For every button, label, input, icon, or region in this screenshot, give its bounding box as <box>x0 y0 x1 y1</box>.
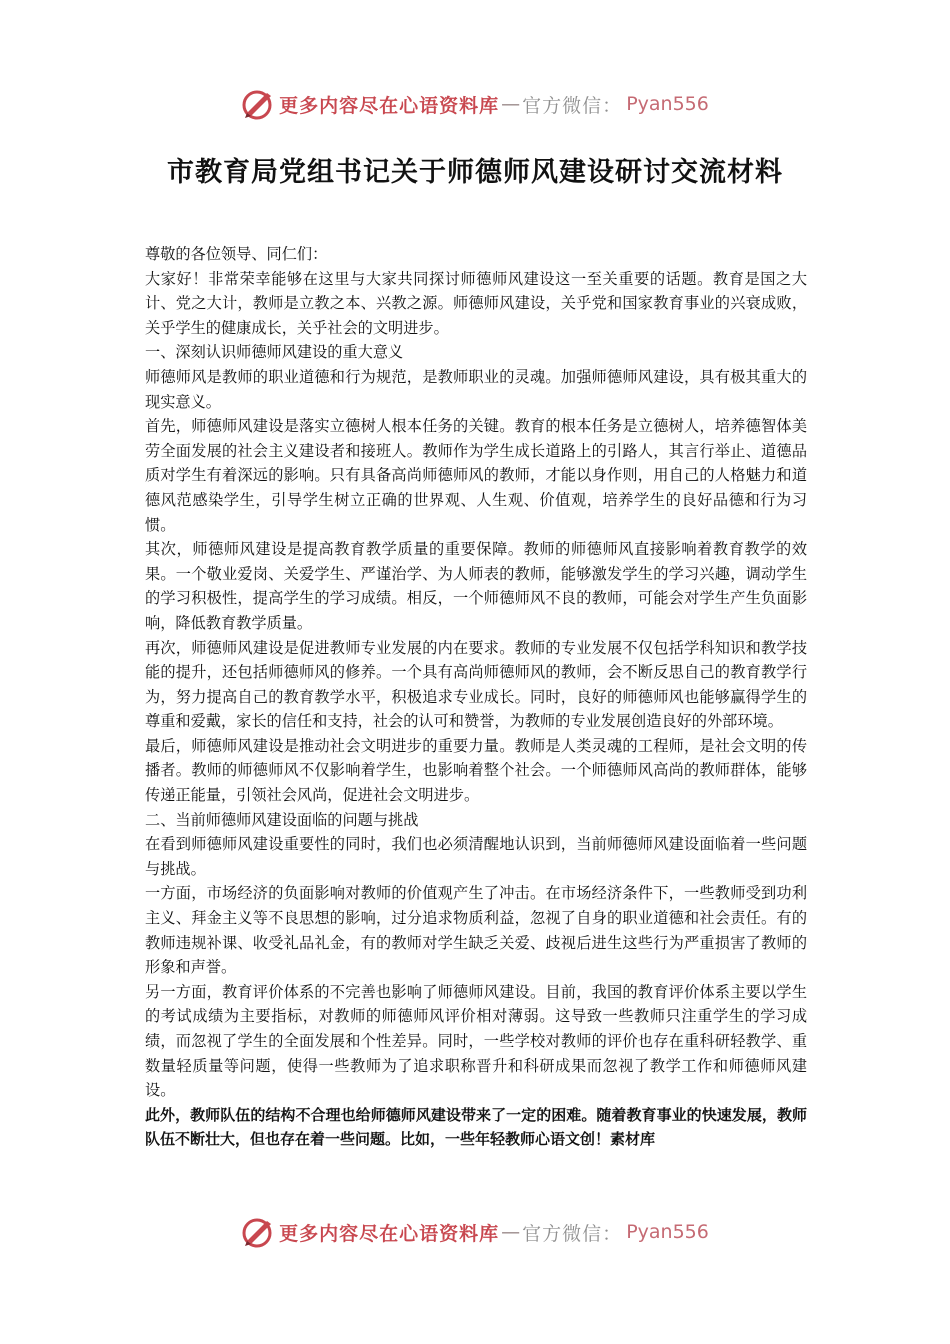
section-heading: 二、当前师德师风建设面临的问题与挑战 <box>145 810 419 829</box>
paragraph: 其次，师德师风建设是提高教育教学质量的重要保障。教师的师德师风直接影响着教育教学的效果。一个敬业爱岗、关爱学生、严谨治学、为人师表的教师，能够激发学生的学习兴趣，调动学生的学习积极性，提高学生的学习成绩。相反，一个师德师风不良的教师，可能会对学生产生负面影响，降低教育教学质量。 <box>145 540 807 632</box>
salutation: 尊敬的各位领导、同仁们： <box>145 245 328 263</box>
banner-separator: — <box>501 93 521 115</box>
banner-official-label: 官方微信： <box>522 1222 623 1245</box>
banner-text: 更多内容尽在心语资料库 <box>279 1222 500 1245</box>
pen-logo-icon <box>241 87 275 121</box>
banner-separator: — <box>501 1221 521 1243</box>
paragraph: 一方面，市场经济的负面影响对教师的价值观产生了冲击。在市场经济条件下，一些教师受到功利主义、拜金主义等不良思想的影响，过分追求物质利益，忽视了自身的职业道德和社会责任。有的教师违规补课、收受礼品礼金，有的教师对学生缺乏关爱、歧视后进生这些行为严重损害了教师的形象和声誉。 <box>145 884 807 977</box>
section-heading: 一、深刻认识师德师风建设的重大意义 <box>145 343 404 362</box>
paragraph: 首先，师德师风建设是落实立德树人根本任务的关键。教育的根本任务是立德树人，培养德智体美劳全面发展的社会主义建设者和接班人。教师作为学生成长道路上的引路人，其言行举止、道德品质对学生有着深远的影响。只有具备高尚师德师风的教师，才能以身作则，用自己的人格魅力和道德风范感染学生，引导学生树立正确的世界观、人生观、价值观，培养学生的良好品德和行为习惯。 <box>145 417 807 534</box>
banner-official-label: 官方微信： <box>522 94 623 117</box>
paragraph: 最后，师德师风建设是推动社会文明进步的重要力量。教师是人类灵魂的工程师，是社会文明的传播者。教师的师德师风不仅影响着学生，也影响着整个社会。一个师德师风高尚的教师群体，能够传递正能量，引领社会风尚，促进社会文明进步。 <box>145 736 807 805</box>
document-body <box>145 242 807 1152</box>
paragraph: 师德师风是教师的职业道德和行为规范，是教师职业的灵魂。加强师德师风建设，具有极其重大的现实意义。 <box>145 367 807 411</box>
header-banner <box>0 84 950 124</box>
paragraph-bold: 此外，教师队伍的结构不合理也给师德师风建设带来了一定的困难。随着教育事业的快速发展，教师队伍不断壮大，但也存在着一些问题。比如，一些年轻教师心语文创！素材库 <box>145 1105 807 1149</box>
banner-wechat-id: Pyan556 <box>626 1221 709 1243</box>
paragraph: 在看到师德师风建设重要性的同时，我们也必须清醒地认识到，当前师德师风建设面临着一些问题与挑战。 <box>145 835 807 878</box>
footer-banner <box>0 1212 950 1252</box>
paragraph: 大家好！非常荣幸能够在这里与大家共同探讨师德师风建设这一至关重要的话题。教育是国之大计、党之大计，教师是立教之本、兴教之源。师德师风建设，关乎党和国家教育事业的兴衰成败，关乎学生的健康成长，关乎社会的文明进步。 <box>145 269 807 337</box>
pen-logo-icon <box>241 1215 275 1249</box>
paragraph: 再次，师德师风建设是促进教师专业发展的内在要求。教师的专业发展不仅包括学科知识和教学技能的提升，还包括师德师风的修养。一个具有高尚师德师风的教师，会不断反思自己的教育教学行为，努力提高自己的教育教学水平，积极追求专业成长。同时，良好的师德师风也能够赢得学生的尊重和爱戴，家长的信任和支持，社会的认可和赞誉，为教师的专业发展创造良好的外部环境。 <box>145 638 807 731</box>
paragraph: 另一方面，教育评价体系的不完善也影响了师德师风建设。目前，我国的教育评价体系主要以学生的考试成绩为主要指标，对教师的师德师风评价相对薄弱。这导致一些教师只注重学生的学习成绩，而忽视了学生的全面发展和个性差异。同时，一些学校对教师的评价也存在重科研轻教学、重数量轻质量等问题，使得一些教师为了追求职称晋升和科研成果而忽视了教学工作和师德师风建设。 <box>145 982 807 1100</box>
banner-wechat-id: Pyan556 <box>626 93 709 115</box>
banner-text: 更多内容尽在心语资料库 <box>279 94 500 117</box>
document-title: 市教育局党组书记关于师德师风建设研讨交流材料 <box>167 157 783 188</box>
